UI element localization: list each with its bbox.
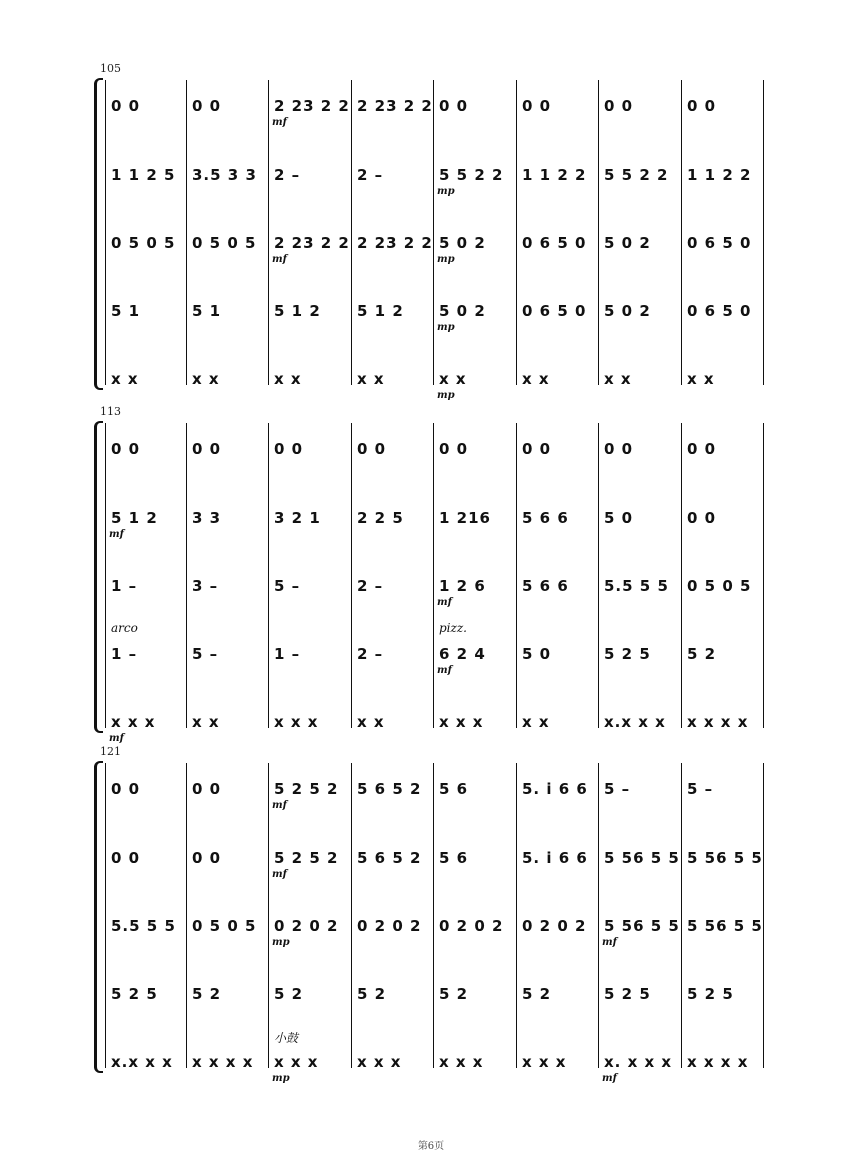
notation-cell: 0 0 <box>687 440 717 458</box>
notation-cell: 0 0 <box>111 97 141 115</box>
notation-cell: 0 0 <box>604 97 634 115</box>
notation-cell: x.x x x <box>604 713 666 731</box>
barline <box>598 423 599 728</box>
notation-cell: 0 5 0 5 <box>192 234 257 252</box>
measure-number: 105 <box>100 62 121 75</box>
system-bracket <box>94 421 103 733</box>
notation-cell: 0 5 0 5 <box>687 577 752 595</box>
notation-cell: 5 0 <box>604 509 634 527</box>
notation-cell: 0 0 <box>192 849 222 867</box>
barline <box>598 80 599 385</box>
notation-cell: 1 1 2 2 <box>522 166 587 184</box>
notation-cell: 5 5 2 2 <box>604 166 669 184</box>
notation-cell: 5 2 <box>274 985 304 1003</box>
dynamic-mark: mf <box>272 117 287 128</box>
notation-cell: 5 56 5 5 <box>604 849 680 867</box>
notation-cell: 1 1 2 5 <box>111 166 176 184</box>
dynamic-mark: mf <box>602 937 617 948</box>
notation-cell: 0 6 5 0 <box>522 302 587 320</box>
notation-cell: 0 0 <box>111 849 141 867</box>
dynamic-mark: mf <box>272 254 287 265</box>
notation-cell: 1 – <box>274 645 301 663</box>
barline <box>763 763 764 1068</box>
notation-cell: 5 2 5 2 <box>274 780 339 798</box>
notation-cell: 5 1 2 <box>111 509 158 527</box>
dynamic-mark: mf <box>109 733 124 744</box>
notation-cell: x x <box>687 370 715 388</box>
notation-cell: 5 2 5 2 <box>274 849 339 867</box>
dynamic-mark: mf <box>272 869 287 880</box>
notation-cell: 5 – <box>274 577 301 595</box>
notation-cell: x. x x x <box>604 1053 673 1071</box>
dynamic-mark: mp <box>272 1073 290 1084</box>
system-bracket <box>94 78 103 390</box>
notation-cell: 5 – <box>192 645 219 663</box>
notation-cell: 5 2 <box>522 985 552 1003</box>
barline <box>516 423 517 728</box>
notation-cell: 5 0 2 <box>439 234 486 252</box>
notation-cell: 5 0 <box>522 645 552 663</box>
notation-cell: 2 – <box>357 645 384 663</box>
notation-cell: 5 56 5 5 <box>687 917 763 935</box>
barline <box>433 763 434 1068</box>
notation-cell: 5 – <box>604 780 631 798</box>
barline <box>763 423 764 728</box>
score-system <box>0 405 862 744</box>
notation-cell: 3 2 1 <box>274 509 321 527</box>
notation-cell: 0 6 5 0 <box>522 234 587 252</box>
measure-number: 113 <box>100 405 121 418</box>
notation-cell: 0 0 <box>357 440 387 458</box>
barline <box>268 763 269 1068</box>
notation-cell: x x x <box>439 713 484 731</box>
barline <box>681 423 682 728</box>
notation-cell: x x <box>604 370 632 388</box>
dynamic-mark: mf <box>602 1073 617 1084</box>
notation-cell: 5.5 5 5 <box>604 577 669 595</box>
notation-cell: x x <box>192 370 220 388</box>
barline <box>105 423 106 728</box>
notation-cell: 5 2 <box>357 985 387 1003</box>
notation-cell: 2 – <box>274 166 301 184</box>
notation-cell: x x x <box>522 1053 567 1071</box>
barline <box>186 763 187 1068</box>
notation-cell: x x x x <box>192 1053 254 1071</box>
notation-cell: 0 2 0 2 <box>522 917 587 935</box>
notation-cell: 5 56 5 5 <box>604 917 680 935</box>
notation-cell: 3 – <box>192 577 219 595</box>
dynamic-mark: mp <box>272 937 290 948</box>
notation-cell: 5 2 <box>439 985 469 1003</box>
notation-cell: 5 1 2 <box>274 302 321 320</box>
notation-cell: 1 – <box>111 577 138 595</box>
notation-cell: 2 23 2 2 <box>357 97 433 115</box>
notation-cell: 2 23 2 2 <box>274 234 350 252</box>
dynamic-mark: mf <box>437 665 452 676</box>
notation-cell: 0 6 5 0 <box>687 234 752 252</box>
notation-cell: 1 1 2 2 <box>687 166 752 184</box>
notation-cell: 5 0 2 <box>439 302 486 320</box>
notation-cell: x x x <box>439 1053 484 1071</box>
dynamic-mark: mf <box>109 529 124 540</box>
notation-cell: 0 0 <box>439 97 469 115</box>
barline <box>598 763 599 1068</box>
notation-cell: 0 0 <box>192 780 222 798</box>
notation-cell: x x <box>357 713 385 731</box>
score-system <box>0 62 862 401</box>
notation-cell: 5 56 5 5 <box>687 849 763 867</box>
notation-cell: 5 1 2 <box>357 302 404 320</box>
page-footer: 第6页 <box>417 1141 445 1152</box>
notation-cell: 0 2 0 2 <box>357 917 422 935</box>
notation-cell: 5 2 <box>687 645 717 663</box>
notation-cell: 5 6 6 <box>522 509 569 527</box>
barline <box>186 423 187 728</box>
barline <box>186 80 187 385</box>
notation-cell: x x <box>274 370 302 388</box>
notation-cell: 0 0 <box>439 440 469 458</box>
notation-cell: 0 0 <box>522 97 552 115</box>
notation-cell: 5 6 <box>439 849 469 867</box>
barline <box>516 763 517 1068</box>
notation-cell: 5. i 6 6 <box>522 780 588 798</box>
barline <box>351 423 352 728</box>
notation-cell: 2 23 2 2 <box>357 234 433 252</box>
notation-cell: 5 – <box>687 780 714 798</box>
notation-cell: x x <box>522 370 550 388</box>
notation-cell: 0 0 <box>604 440 634 458</box>
dynamic-mark: mp <box>437 390 455 401</box>
system-bracket <box>94 761 103 1073</box>
notation-cell: 1 216 <box>439 509 491 527</box>
notation-cell: 5 2 5 <box>111 985 158 1003</box>
notation-cell: 5 1 <box>111 302 141 320</box>
notation-cell: 0 0 <box>192 97 222 115</box>
notation-cell: 5 6 <box>439 780 469 798</box>
notation-cell: 1 2 6 <box>439 577 486 595</box>
barline <box>351 763 352 1068</box>
performance-mark: pizz. <box>439 621 467 635</box>
notation-cell: 0 2 0 2 <box>274 917 339 935</box>
notation-cell: 5 2 5 <box>604 645 651 663</box>
notation-cell: 0 6 5 0 <box>687 302 752 320</box>
notation-cell: 5 5 2 2 <box>439 166 504 184</box>
performance-mark: 小鼓 <box>274 1031 299 1045</box>
dynamic-mark: mp <box>437 254 455 265</box>
notation-cell: 0 0 <box>111 440 141 458</box>
dynamic-mark: mp <box>437 322 455 333</box>
notation-cell: x x x x <box>687 713 749 731</box>
notation-cell: 5 0 2 <box>604 234 651 252</box>
notation-cell: x x <box>357 370 385 388</box>
notation-cell: 5 0 2 <box>604 302 651 320</box>
notation-cell: x x <box>111 370 139 388</box>
barline <box>763 80 764 385</box>
notation-cell: 2 23 2 2 <box>274 97 350 115</box>
dynamic-mark: mf <box>272 800 287 811</box>
dynamic-mark: mp <box>437 186 455 197</box>
barline <box>351 80 352 385</box>
notation-cell: 5. i 6 6 <box>522 849 588 867</box>
notation-cell: 0 0 <box>111 780 141 798</box>
notation-cell: x x x <box>111 713 156 731</box>
barline <box>681 763 682 1068</box>
notation-cell: x.x x x <box>111 1053 173 1071</box>
notation-cell: 2 – <box>357 577 384 595</box>
notation-cell: x x <box>439 370 467 388</box>
notation-cell: 0 0 <box>274 440 304 458</box>
notation-cell: 5 2 5 <box>604 985 651 1003</box>
notation-cell: x x <box>192 713 220 731</box>
barline <box>433 423 434 728</box>
barline <box>105 80 106 385</box>
barline <box>433 80 434 385</box>
notation-cell: x x x <box>357 1053 402 1071</box>
barline <box>105 763 106 1068</box>
notation-cell: 5 6 5 2 <box>357 849 422 867</box>
notation-cell: x x <box>522 713 550 731</box>
notation-cell: 3.5 3 3 <box>192 166 257 184</box>
notation-cell: 5 1 <box>192 302 222 320</box>
notation-cell: 6 2 4 <box>439 645 486 663</box>
dynamic-mark: mf <box>437 597 452 608</box>
performance-mark: arco <box>111 621 138 635</box>
notation-cell: 5 2 5 <box>687 985 734 1003</box>
notation-cell: 3 3 <box>192 509 222 527</box>
notation-cell: 0 0 <box>687 509 717 527</box>
notation-cell: 0 0 <box>192 440 222 458</box>
notation-cell: 0 0 <box>687 97 717 115</box>
notation-cell: 0 5 0 5 <box>192 917 257 935</box>
notation-cell: 2 – <box>357 166 384 184</box>
notation-cell: x x x <box>274 713 319 731</box>
barline <box>268 423 269 728</box>
notation-cell: 2 2 5 <box>357 509 404 527</box>
notation-cell: 1 – <box>111 645 138 663</box>
score-system <box>0 745 862 1084</box>
notation-cell: 5.5 5 5 <box>111 917 176 935</box>
notation-cell: 0 5 0 5 <box>111 234 176 252</box>
measure-number: 121 <box>100 745 121 758</box>
notation-cell: 0 2 0 2 <box>439 917 504 935</box>
notation-cell: 5 6 6 <box>522 577 569 595</box>
notation-cell: 0 0 <box>522 440 552 458</box>
barline <box>516 80 517 385</box>
notation-cell: x x x x <box>687 1053 749 1071</box>
notation-cell: 5 2 <box>192 985 222 1003</box>
notation-cell: x x x <box>274 1053 319 1071</box>
barline <box>681 80 682 385</box>
notation-cell: 5 6 5 2 <box>357 780 422 798</box>
barline <box>268 80 269 385</box>
